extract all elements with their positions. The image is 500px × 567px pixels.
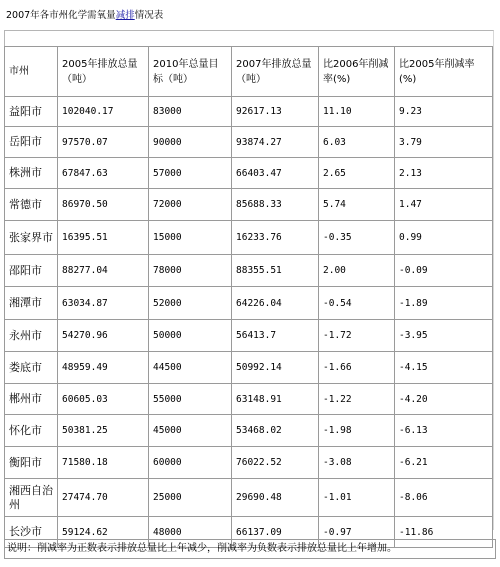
header-reduction-vs-2006: 比2006年削减率(%) bbox=[319, 47, 395, 97]
cell-2005-emission: 48959.49 bbox=[58, 352, 149, 384]
cell-2010-target: 57000 bbox=[149, 158, 232, 189]
cell-city: 常德市 bbox=[5, 189, 58, 221]
header-reduction-vs-2005: 比2005年削减率(%) bbox=[395, 47, 493, 97]
cell-2007-emission: 56413.7 bbox=[232, 320, 319, 352]
cell-2007-emission: 63148.91 bbox=[232, 384, 319, 415]
cell-2007-emission: 66403.47 bbox=[232, 158, 319, 189]
cell-city: 衡阳市 bbox=[5, 447, 58, 479]
cell-2005-emission: 59124.62 bbox=[58, 517, 149, 548]
header-2007-emission: 2007年排放总量（吨） bbox=[232, 47, 319, 97]
table-header-row bbox=[5, 47, 493, 97]
header-city: 市州 bbox=[5, 47, 58, 97]
cell-2005-emission: 54270.96 bbox=[58, 320, 149, 352]
cell-reduction-vs-2005: 9.23 bbox=[395, 97, 493, 127]
cell-city: 张家界市 bbox=[5, 221, 58, 255]
table-row bbox=[5, 158, 493, 189]
table-row bbox=[5, 287, 493, 320]
cell-reduction-vs-2005: 3.79 bbox=[395, 127, 493, 158]
cell-city: 湘西自治州 bbox=[5, 479, 58, 517]
cell-2007-emission: 50992.14 bbox=[232, 352, 319, 384]
table-row bbox=[5, 320, 493, 352]
cell-2007-emission: 64226.04 bbox=[232, 287, 319, 320]
cell-2005-emission: 88277.04 bbox=[58, 255, 149, 287]
cell-city: 湘潭市 bbox=[5, 287, 58, 320]
cell-2010-target: 50000 bbox=[149, 320, 232, 352]
table-note: 说明：削减率为正数表示排放总量比上年减少，削减率为负数表示排放总量比上年增加。 bbox=[4, 539, 496, 559]
cell-2007-emission: 53468.02 bbox=[232, 415, 319, 447]
header-2005-emission: 2005年排放总量（吨） bbox=[58, 47, 149, 97]
cell-reduction-vs-2006: -0.35 bbox=[319, 221, 395, 255]
cell-2005-emission: 97570.07 bbox=[58, 127, 149, 158]
cell-2010-target: 52000 bbox=[149, 287, 232, 320]
table-body bbox=[5, 97, 493, 548]
cell-city: 株洲市 bbox=[5, 158, 58, 189]
cell-2010-target: 45000 bbox=[149, 415, 232, 447]
cell-reduction-vs-2006: -1.01 bbox=[319, 479, 395, 517]
cell-2005-emission: 86970.50 bbox=[58, 189, 149, 221]
cell-2007-emission: 88355.51 bbox=[232, 255, 319, 287]
cell-2010-target: 44500 bbox=[149, 352, 232, 384]
cell-city: 永州市 bbox=[5, 320, 58, 352]
cell-2005-emission: 16395.51 bbox=[58, 221, 149, 255]
cell-reduction-vs-2005: -6.13 bbox=[395, 415, 493, 447]
cell-reduction-vs-2005: 2.13 bbox=[395, 158, 493, 189]
cell-2010-target: 78000 bbox=[149, 255, 232, 287]
cell-reduction-vs-2005: -3.95 bbox=[395, 320, 493, 352]
table-row bbox=[5, 255, 493, 287]
cell-2010-target: 90000 bbox=[149, 127, 232, 158]
table-row bbox=[5, 189, 493, 221]
cell-reduction-vs-2005: -4.20 bbox=[395, 384, 493, 415]
cell-reduction-vs-2006: -0.97 bbox=[319, 517, 395, 548]
table-row bbox=[5, 97, 493, 127]
cell-2007-emission: 93874.27 bbox=[232, 127, 319, 158]
cell-2005-emission: 27474.70 bbox=[58, 479, 149, 517]
cell-city: 怀化市 bbox=[5, 415, 58, 447]
table-row bbox=[5, 447, 493, 479]
cell-2005-emission: 63034.87 bbox=[58, 287, 149, 320]
emissions-table bbox=[4, 46, 493, 548]
table-row bbox=[5, 127, 493, 158]
cell-reduction-vs-2006: -1.22 bbox=[319, 384, 395, 415]
cell-2005-emission: 67847.63 bbox=[58, 158, 149, 189]
cell-reduction-vs-2006: 2.65 bbox=[319, 158, 395, 189]
title-prefix: 2007年各市州化学需氧量 bbox=[6, 10, 116, 21]
cell-city: 长沙市 bbox=[5, 517, 58, 548]
table-row bbox=[5, 415, 493, 447]
table-row bbox=[5, 221, 493, 255]
header-2010-target: 2010年总量目标（吨） bbox=[149, 47, 232, 97]
cell-reduction-vs-2006: -3.08 bbox=[319, 447, 395, 479]
page-title bbox=[6, 9, 163, 23]
cell-2010-target: 48000 bbox=[149, 517, 232, 548]
cell-reduction-vs-2006: -1.72 bbox=[319, 320, 395, 352]
cell-2010-target: 60000 bbox=[149, 447, 232, 479]
cell-2010-target: 72000 bbox=[149, 189, 232, 221]
cell-2007-emission: 16233.76 bbox=[232, 221, 319, 255]
table-row bbox=[5, 352, 493, 384]
cell-city: 邵阳市 bbox=[5, 255, 58, 287]
cell-reduction-vs-2005: -6.21 bbox=[395, 447, 493, 479]
cell-city: 郴州市 bbox=[5, 384, 58, 415]
cell-reduction-vs-2005: -11.86 bbox=[395, 517, 493, 548]
cell-reduction-vs-2005: 0.99 bbox=[395, 221, 493, 255]
cell-2010-target: 55000 bbox=[149, 384, 232, 415]
cell-2005-emission: 50381.25 bbox=[58, 415, 149, 447]
cell-city: 益阳市 bbox=[5, 97, 58, 127]
cell-reduction-vs-2006: 6.03 bbox=[319, 127, 395, 158]
cell-reduction-vs-2005: -1.89 bbox=[395, 287, 493, 320]
cell-reduction-vs-2005: 1.47 bbox=[395, 189, 493, 221]
cell-reduction-vs-2006: 5.74 bbox=[319, 189, 395, 221]
cell-2007-emission: 85688.33 bbox=[232, 189, 319, 221]
cell-reduction-vs-2006: 11.10 bbox=[319, 97, 395, 127]
cell-2010-target: 83000 bbox=[149, 97, 232, 127]
cell-2005-emission: 60605.03 bbox=[58, 384, 149, 415]
cell-reduction-vs-2006: 2.00 bbox=[319, 255, 395, 287]
cell-2007-emission: 76022.52 bbox=[232, 447, 319, 479]
table-row bbox=[5, 384, 493, 415]
cell-2007-emission: 29690.48 bbox=[232, 479, 319, 517]
cell-reduction-vs-2005: -4.15 bbox=[395, 352, 493, 384]
cell-2007-emission: 92617.13 bbox=[232, 97, 319, 127]
cell-2010-target: 15000 bbox=[149, 221, 232, 255]
cell-reduction-vs-2006: -0.54 bbox=[319, 287, 395, 320]
cell-reduction-vs-2006: -1.98 bbox=[319, 415, 395, 447]
table-row bbox=[5, 479, 493, 517]
cell-2005-emission: 102040.17 bbox=[58, 97, 149, 127]
cell-2007-emission: 66137.09 bbox=[232, 517, 319, 548]
cell-reduction-vs-2006: -1.66 bbox=[319, 352, 395, 384]
cell-reduction-vs-2005: -8.06 bbox=[395, 479, 493, 517]
cell-2005-emission: 71580.18 bbox=[58, 447, 149, 479]
cell-reduction-vs-2005: -0.09 bbox=[395, 255, 493, 287]
cell-city: 岳阳市 bbox=[5, 127, 58, 158]
emission-reduction-link[interactable]: 减排 bbox=[115, 10, 135, 21]
cell-city: 娄底市 bbox=[5, 352, 58, 384]
title-suffix: 情况表 bbox=[134, 10, 164, 21]
cell-2010-target: 25000 bbox=[149, 479, 232, 517]
